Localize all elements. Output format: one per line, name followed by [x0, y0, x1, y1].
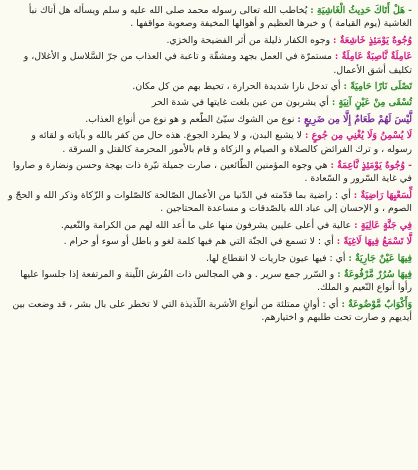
verse-heading: وَأَكْوَابٌ مَّوْضُوعَةٌ :: [341, 298, 412, 310]
paragraph-14: [6, 298, 412, 325]
verse-heading: - وُجُوهٌ يَوْمَئِذٍ نَّاعِمَةٌ :: [330, 160, 412, 172]
verse-heading: وُجُوهٌ يَوْمَئِذٍ خَاشِعَةٌ :: [333, 34, 412, 46]
verse-heading: - هَلْ أَتَاكَ حَدِيثُ الْغَاشِيَةِ :: [310, 5, 412, 16]
explanation-text: هي وجوه المؤمنين الطّائعين ، صارت جميلة نيّرة ذات بهجة وحسن ونضارة و صاروا في غاية السّرور و السّعادة .: [13, 160, 412, 185]
paragraph-13: [6, 268, 412, 295]
paragraph-7: [6, 129, 412, 156]
verse-heading: لَا يُسْمِنُ وَلَا يُغْنِي مِن جُوعٍ :: [304, 130, 412, 142]
paragraph-11: [6, 235, 412, 248]
explanation-text: نوع من الشوك سيّئ الطّعم و هو نوع من أنواع العذاب.: [85, 113, 298, 125]
explanation-text: عالية في أعلى عليين يشرفون منها على ما أعد الله لهم من الكرامة والنّعيم.: [60, 219, 355, 231]
explanation-text: و السّرر جمع سرير . و هي المجالس ذات الفُرش اللّينة و المرتفعة إذا جلسوا عليها رأوا أنواع النّعيم و الملك.: [20, 268, 412, 294]
explanation-text: لا يشبع البدن، و لا يطرد الجوع. هذه حال من كفر بالله و بآياته و لقائه و رسوله ، و ترك الفرائض كالصلاة و الصيام و الزكاة و قام بالأمور المحرمة كالقتل و السرقة .: [31, 130, 412, 155]
verse-heading: فِي جَنَّةٍ عَالِيَةٍ :: [354, 219, 412, 231]
explanation-text: مستمرّة في العمل بجهد ومشقّة و تاعبة في العذاب من جرّ السَّلاسل و الأغلال، و تكليف أشق الأعمال.: [23, 51, 412, 76]
paragraph-5: [6, 96, 412, 109]
verse-heading: عَامِلَةٌ نَّاصِبَةٌ عَامِلَةٌ :: [334, 51, 412, 63]
explanation-text: أي : فيها عيون جاريات لا انقطاع لها.: [206, 252, 349, 264]
verse-heading: فِيهَا سُرُرٌ مَّرْفُوعَةٌ :: [337, 268, 412, 280]
verse-heading: فِيهَا عَيْنٌ جَارِيَةٌ :: [348, 252, 412, 264]
paragraph-4: [6, 80, 412, 93]
paragraph-6: [6, 113, 412, 126]
verse-heading: لَّا تَسْمَعُ فِيهَا لَاغِيَةً :: [336, 236, 412, 248]
explanation-text: أي يشربون من عين بلغت غايتها في شدة الحر: [151, 97, 332, 109]
verse-heading: تُسْقَى مِنْ عَيْنٍ آنِيَةٍ :: [331, 97, 412, 109]
explanation-text: يُخاطب الله تعالى رسوله محمد صلى الله عليه و سلم ويسأله هل أتاك نبأ الغاشية (يوم القيامة ) و خبرها العظيم و أهوالها المخيفة وصعوبة مواقفها .: [28, 5, 412, 30]
paragraph-2: [6, 34, 412, 47]
verse-heading: لَّيْسَ لَهُمْ طَعَامٌ إِلَّا مِن ضَرِيعٍ :: [297, 113, 412, 125]
explanation-text: وجوه الكفار ذليلة من أثر الفضيحة والخزي.: [166, 34, 334, 46]
paragraph-3: [6, 50, 412, 77]
explanation-text: أي : لا تسمع في الجنّة التي هم فيها كلمة لغو و باطل أو سوء أو حرام .: [63, 236, 337, 248]
explanation-text: أي : راضية بما قدّمته في الدّنيا من الأعمال الصّالحة كالصّلوات و الزّكاة وذكر الله و الحجّ و الصوم ، و الإحسان إلى عباد الله بالصّدقات و مساعدة المحتاجين .: [8, 189, 412, 215]
paragraph-9: [6, 189, 412, 216]
explanation-text: أي تدخل نارا شديدة الحرارة ، تحيط بهم من كل مكان.: [132, 81, 344, 93]
verse-heading: تَصْلَى نَارًا حَامِيَةً :: [343, 81, 412, 93]
paragraph-12: [6, 252, 412, 265]
paragraph-1: [6, 4, 412, 31]
verse-heading: لِّسَعْيِهَا رَاضِيَةٌ :: [353, 189, 412, 201]
paragraph-10: [6, 219, 412, 232]
explanation-text: أي : أوانٍ ممتلئة من أنواع الأشربة اللّذيذة التي لا تخطر على بال بشر ، قد وضعت بين أيديهم و صارت تحت طلبهم و اختيارهم.: [12, 298, 412, 324]
paragraph-8: [6, 159, 412, 186]
